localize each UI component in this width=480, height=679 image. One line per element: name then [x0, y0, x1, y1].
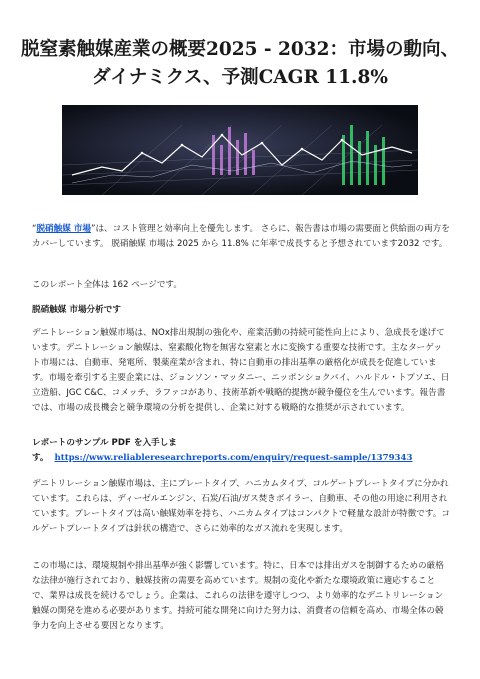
sample-heading: レポートのサンプル PDF を入手します。 — [32, 438, 177, 463]
analysis-heading: 脱硝触媒 市場分析です — [32, 305, 121, 315]
market-link[interactable]: 脱硝触媒 市場 — [36, 224, 92, 234]
types-paragraph: デニトリレーション触媒市場は、主にプレートタイプ、ハニカムタイプ、コルゲートプレートタイプに分かれています。これらは、ディーゼルエンジン、石炭/石油/ガス焚きボイラー、自動車、その他の用途に利用されています。プレートタイプは高い触媒効率を持ち、ハニカムタイプはコンパクトで軽量な設計が特徴です。コルゲートプレートタイプは針状の構造で、さらに効率的なガス流れを実現します。 — [32, 479, 450, 534]
quote-mark: “ — [32, 224, 37, 234]
analysis-paragraph: デニトレーション触媒市場は、NOx排出規制の強化や、産業活動の持続可能性向上により、急成長を遂げています。デニトレーション触媒は、窒素酸化物を無害な窒素と水に変換する重要な技術です。主なターゲット市場には、自動車、発電所、製薬産業が含まれ、特に自動車の排出基準の厳格化が成長を促進しています。市場を牽引する主要企業には、ジョンソン・マッタニー、ニッポンショクバイ、ハルドル・トプソエ、日立造船、JGC C&C、コメッチ、ラファコがあり、技術革新や戦略的提携が競争優位を生んでいます。報告書では、市場の成長機会と競争環境の分析を提供し、企業に対する戦略的な推奨が示されています。 — [32, 328, 450, 413]
sample-request-link[interactable]: https://www.reliableresearchreports.com/enquiry/request-sample/1379343 — [54, 453, 413, 463]
sample-paragraph — [32, 436, 450, 466]
intro-paragraph — [32, 222, 450, 252]
intro-text: ”は、コスト管理と効率向上を優先します。 さらに、報告書は市場の需要面と供給面の両方をカバーしています。 脱硝触媒 市場は 2025 から 11.8% に年率で成長すると予想されています2032 です。 — [32, 224, 450, 249]
pages-line: このレポート全体は 162 ページです。 — [32, 280, 182, 290]
regulation-paragraph: この市場には、環境規制や排出基準が強く影響しています。特に、日本では排出ガスを制御するための厳格な法律が施行されており、触媒技術の需要を高めています。規制の変化や新たな環境政策に適応することで、業界は成長を続けるでしょう。企業は、これらの法律を遵守しつつ、より効率的なデニトリレーション触媒の開発を進める必要があります。持続可能な開発に向けた努力は、消費者の信頼を高め、市場全体の競争力を向上させる要因となります。 — [32, 561, 444, 631]
page-title: 脱窒素触媒産業の概要2025 - 2032：市場の動向、ダイナミクス、予測CAGR 11.8% — [20, 39, 460, 88]
hero-image — [62, 105, 418, 195]
